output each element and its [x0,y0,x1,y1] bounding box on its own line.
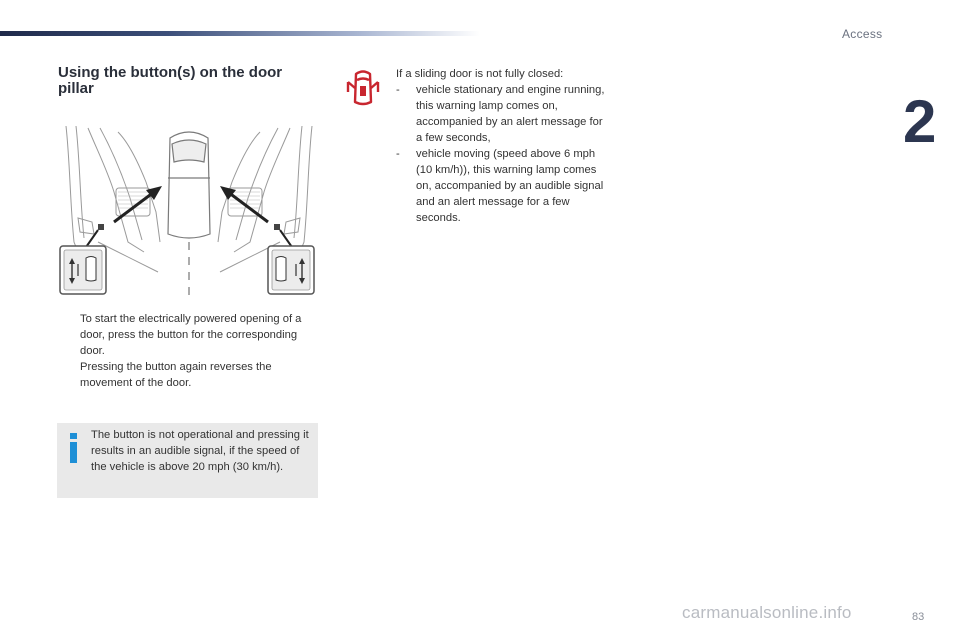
header-accent-bar [0,31,480,36]
instruction-list [58,311,320,391]
list-item-text: Pressing the button again reverses the movement of the door. [80,361,272,389]
list-item-text: vehicle stationary and engine running, this warning lamp comes on, accompanied by an alert message for a few seconds, [416,84,605,144]
sliding-door-warning-icon [345,68,381,112]
list-item [58,311,320,359]
right-button-callout [268,246,314,294]
info-icon [67,432,81,464]
info-note-text: The button is not operational and pressing it results in an audible signal, if the speed of the vehicle is above 20 mph (30 km/h). [91,429,309,473]
warning-description [396,66,611,226]
list-item-text: vehicle moving (speed above 6 mph (10 km/h)), this warning lamp comes on, accompanied by an audible signal and an alert message for a few seconds. [416,148,604,224]
chapter-number: 2 [903,88,937,155]
section-label: Access [842,27,883,41]
left-pillar-button-marker [98,224,104,230]
page-number: 83 [912,611,925,623]
dash-marker: - [396,84,400,96]
list-item [58,359,320,391]
watermark: carmanualsonline.info [682,603,852,622]
warning-intro: If a sliding door is not fully closed: [396,68,564,80]
left-button-callout [60,246,106,294]
van-top-view [168,132,210,238]
section-heading: Using the button(s) on the door pillar [58,64,283,97]
list-item [396,82,611,146]
list-item [396,146,611,226]
list-item-text: To start the electrically powered opening of a door, press the button for the corresponding door. [80,313,302,357]
dash-marker: - [396,148,400,160]
right-pillar-button-marker [274,224,280,230]
door-pillar-button-diagram [58,122,320,302]
info-note-box [57,423,318,498]
